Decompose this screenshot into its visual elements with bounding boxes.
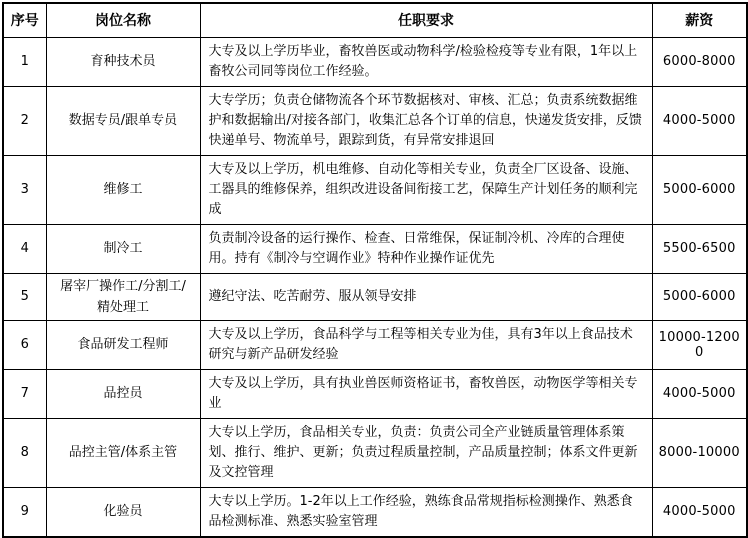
header-salary: 薪资 (652, 3, 747, 37)
header-requirements: 任职要求 (200, 3, 652, 37)
row-number-cell: 4 (3, 224, 46, 273)
requirements-cell: 大专以上学历，食品相关专业，负责：负责公司全产业链质量管理体系策划、推行、维护、更新；负责过程质量控制，产品质量控制；体系文件更新及文控管理 (200, 418, 652, 487)
row-number-cell: 6 (3, 320, 46, 369)
requirements-cell: 大专以上学历。1-2年以上工作经验，熟练食品常规指标检测操作、熟悉食品检测标准、熟悉实验室管理 (200, 487, 652, 537)
requirements-cell: 大专及以上学历，食品科学与工程等相关专业为佳，具有3年以上食品技术研究与新产品研发经验 (200, 320, 652, 369)
salary-cell: 4000-5000 (652, 86, 747, 155)
position-name-cell: 维修工 (46, 155, 200, 224)
row-number-cell: 5 (3, 273, 46, 320)
header-no: 序号 (3, 3, 46, 37)
position-name-cell: 屠宰厂操作工/分割工/精处理工 (46, 273, 200, 320)
row-number-cell: 1 (3, 37, 46, 86)
table-row (3, 418, 747, 487)
salary-cell: 4000-5000 (652, 369, 747, 418)
table-body (3, 37, 747, 537)
requirements-cell: 大专及以上学历，具有执业兽医师资格证书，畜牧兽医，动物医学等相关专业 (200, 369, 652, 418)
requirements-cell: 大专及以上学历毕业，畜牧兽医或动物科学/检验检疫等专业有限，1年以上畜牧公司同等岗位工作经验。 (200, 37, 652, 86)
position-name-cell: 品控主管/体系主管 (46, 418, 200, 487)
row-number-cell: 2 (3, 86, 46, 155)
salary-cell: 10000-12000 (652, 320, 747, 369)
salary-cell: 5000-6000 (652, 155, 747, 224)
row-number-cell: 9 (3, 487, 46, 537)
requirements-cell: 遵纪守法、吃苦耐劳、服从领导安排 (200, 273, 652, 320)
table-row (3, 369, 747, 418)
header-row (3, 3, 747, 37)
position-name-cell: 制冷工 (46, 224, 200, 273)
position-name-cell: 化验员 (46, 487, 200, 537)
requirements-cell: 负责制冷设备的运行操作、检查、日常维保，保证制冷机、冷库的合理使用。持有《制冷与空调作业》特种作业操作证优先 (200, 224, 652, 273)
salary-cell: 8000-10000 (652, 418, 747, 487)
salary-cell: 5000-6000 (652, 273, 747, 320)
table-row (3, 320, 747, 369)
row-number-cell: 7 (3, 369, 46, 418)
table-row (3, 155, 747, 224)
salary-cell: 5500-6500 (652, 224, 747, 273)
header-position-name: 岗位名称 (46, 3, 200, 37)
table-row (3, 487, 747, 537)
table-row (3, 224, 747, 273)
job-positions-table (2, 2, 748, 538)
row-number-cell: 8 (3, 418, 46, 487)
salary-cell: 6000-8000 (652, 37, 747, 86)
requirements-cell: 大专及以上学历，机电维修、自动化等相关专业，负责全厂区设备、设施、工器具的维修保养，组织改进设备间衔接工艺，保障生产计划任务的顺利完成 (200, 155, 652, 224)
row-number-cell: 3 (3, 155, 46, 224)
position-name-cell: 食品研发工程师 (46, 320, 200, 369)
table-row (3, 86, 747, 155)
position-name-cell: 数据专员/跟单专员 (46, 86, 200, 155)
position-name-cell: 育种技术员 (46, 37, 200, 86)
requirements-cell: 大专学历；负责仓储物流各个环节数据核对、审核、汇总；负责系统数据维护和数据输出/对接各部门，收集汇总各个订单的信息，快递发货安排，反馈快递单号、物流单号，跟踪到货，有异常安排退回 (200, 86, 652, 155)
table-row (3, 37, 747, 86)
table-row (3, 273, 747, 320)
position-name-cell: 品控员 (46, 369, 200, 418)
salary-cell: 4000-5000 (652, 487, 747, 537)
